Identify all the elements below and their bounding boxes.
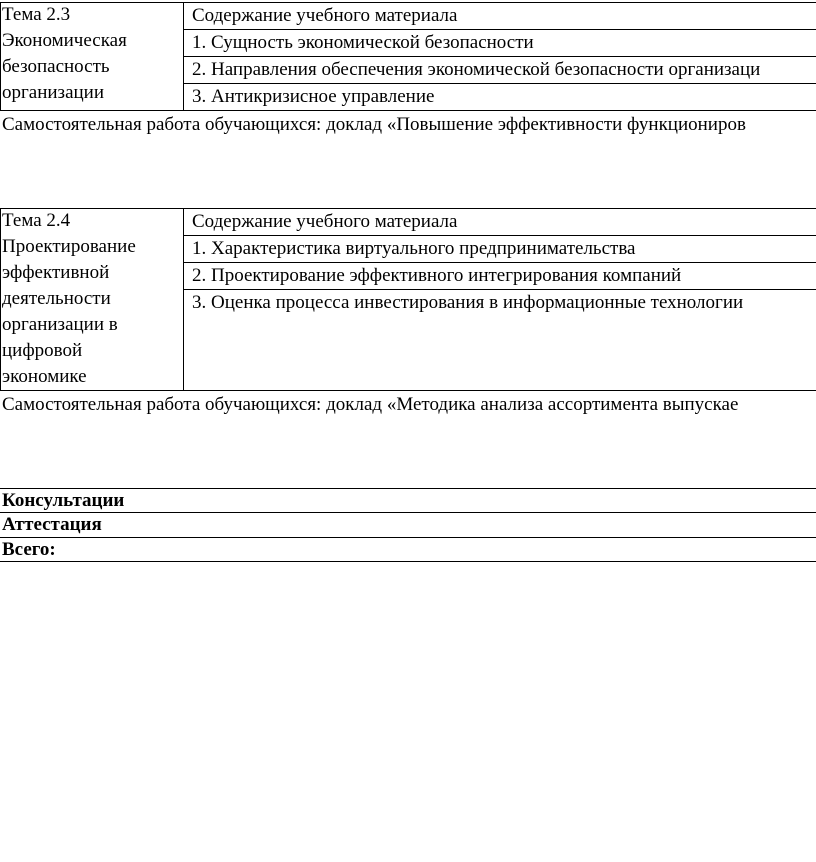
table-border — [183, 2, 184, 111]
content-row: 2. Проектирование эффективного интегрирования компаний — [192, 265, 682, 286]
table-border — [0, 110, 816, 111]
content-row: 1. Сущность экономической безопасности — [192, 32, 534, 53]
attestation-label: Аттестация — [2, 514, 102, 535]
topic-title: Тема 2.3 Экономическая безопасность организации — [2, 4, 127, 103]
table-border — [0, 537, 816, 538]
content-row: 3. Оценка процесса инвестирования в информационные технологии — [192, 292, 744, 313]
total-label: Всего: — [2, 539, 56, 560]
table-border — [0, 390, 816, 391]
content-header: Содержание учебного материала — [192, 211, 458, 232]
table-border — [183, 208, 184, 391]
content-row: 3. Антикризисное управление — [192, 86, 435, 107]
topic-title: Тема 2.4 Проектирование эффективной деятельности организации в цифровой экономике — [2, 210, 136, 387]
content-row: 1. Характеристика виртуального предпринимательства — [192, 238, 636, 259]
content-row: 2. Направления обеспечения экономической безопасности организаци — [192, 59, 761, 80]
table-border — [0, 208, 1, 391]
independent-work-text: Самостоятельная работа обучающихся: доклад «Методика анализа ассортимента выпускае — [2, 394, 739, 415]
table-border — [0, 561, 816, 562]
independent-work-text: Самостоятельная работа обучающихся: доклад «Повышение эффективности функциониров — [2, 114, 746, 135]
consultations-label: Консультации — [2, 490, 125, 511]
content-header: Содержание учебного материала — [192, 5, 458, 26]
table-border — [0, 2, 1, 111]
